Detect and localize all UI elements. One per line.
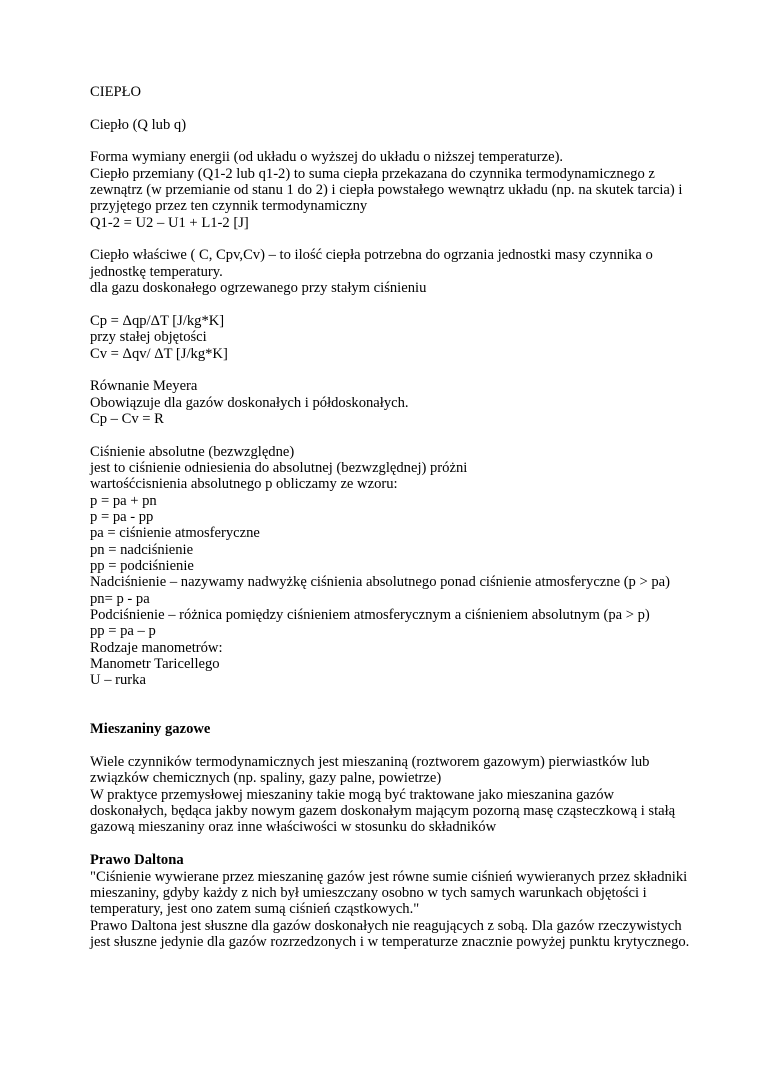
text-line: Prawo Daltona [90, 852, 184, 869]
blank-text-line [90, 705, 706, 721]
text-line: p = pa - pp [90, 508, 154, 525]
paragraph-heat-definition [90, 149, 706, 231]
paragraph-absolute-pressure [90, 444, 706, 689]
blank-text-line [90, 738, 706, 754]
text-line: Cp – Cv = R [90, 410, 164, 427]
text-line: Rodzaje manometrów: [90, 639, 223, 656]
text-line: Ciepło przemiany (Q1-2 lub q1-2) to suma ciepła przekazana do czynnika termodynamicznego z [90, 165, 655, 182]
blank-line [90, 836, 706, 852]
text-line: przyjętego przez ten czynnik termodynamiczny [90, 198, 368, 215]
text-line: pn= p - pa [90, 590, 150, 607]
text-line: jest to ciśnienie odniesienia do absolutnej (bezwzględnej) próżni [90, 459, 468, 476]
section-heading-dalton-law [90, 852, 706, 868]
text-line: U – rurka [90, 672, 146, 689]
text-line: dla gazu doskonałego ogrzewanego przy stałym ciśnieniu [90, 280, 427, 297]
blank-line [90, 231, 706, 247]
blank-line [90, 100, 706, 116]
blank-text-line [90, 427, 706, 443]
blank-text-line [90, 836, 706, 852]
blank-line [90, 427, 706, 443]
blank-text-line [90, 133, 706, 149]
paragraph-meyer-equation [90, 378, 706, 427]
text-line: doskonałych, będąca jakby nowym gazem doskonałym mającym pozorną masę cząsteczkową i stałą [90, 803, 676, 820]
text-line: przy stałej objętości [90, 329, 207, 346]
text-line: Q1-2 = U2 – U1 + L1-2 [J] [90, 214, 249, 231]
blank-line [90, 296, 706, 312]
text-line: pa = ciśnienie atmosferyczne [90, 525, 260, 542]
text-line: zewnątrz (w przemianie od stanu 1 do 2) i ciepła powstałego wewnątrz układu (np. na skutek tarcia) i [90, 182, 683, 199]
blank-line [90, 738, 706, 754]
text-line: Mieszaniny gazowe [90, 721, 211, 738]
text-line: Forma wymiany energii (od układu o wyższej do układu o niższej temperaturze). [90, 149, 564, 166]
text-line: mieszaniny, gdyby każdy z nich był umieszczany osobno w tych samych warunkach objętości i [90, 884, 647, 901]
paragraph-specific-heat [90, 247, 706, 296]
text-line: pp = pa – p [90, 623, 156, 640]
text-line: Równanie Meyera [90, 378, 198, 395]
text-line: związków chemicznych (np. spaliny, gazy palne, powietrze) [90, 770, 442, 787]
text-line: gazową mieszaniny oraz inne właściwości w stosunku do składników [90, 819, 497, 836]
blank-text-line [90, 296, 706, 312]
blank-text-line [90, 100, 706, 116]
text-line: pp = podciśnienie [90, 557, 194, 574]
paragraph-dalton-law [90, 869, 706, 951]
paragraph-cp-cv-formulas [90, 313, 706, 362]
blank-line [90, 362, 706, 378]
blank-line [90, 689, 706, 722]
text-line: Prawo Daltona jest słuszne dla gazów doskonałych nie reagujących z sobą. Dla gazów rzeczywistych [90, 917, 682, 934]
paragraph-gas-mixtures [90, 754, 706, 836]
text-line: Wiele czynników termodynamicznych jest mieszaniną (roztworem gazowym) pierwiastków lub [90, 754, 650, 771]
text-line: jednostkę temperatury. [90, 263, 223, 280]
text-line: wartośćcisnienia absolutnego p obliczamy ze wzoru: [90, 476, 398, 493]
text-line: CIEPŁO [90, 84, 142, 100]
blank-text-line [90, 362, 706, 378]
text-line: Obowiązuje dla gazów doskonałych i półdoskonałych. [90, 394, 409, 411]
text-line: jest słuszne jedynie dla gazów rozrzedzonych i w temperaturze znacznie powyżej punktu krytycznego. [90, 933, 690, 950]
document-title [90, 84, 706, 100]
text-line: p = pa + pn [90, 492, 157, 509]
text-line: Ciepło (Q lub q) [90, 116, 187, 133]
text-line: pn = nadciśnienie [90, 541, 194, 558]
text-line: Ciśnienie absolutne (bezwzględne) [90, 443, 295, 460]
blank-line [90, 133, 706, 149]
text-line: temperatury, jest ono zatem sumą ciśnień cząstkowych." [90, 901, 420, 918]
text-line: Podciśnienie – różnica pomiędzy ciśnieniem atmosferycznym a ciśnieniem absolutnym (pa > p) [90, 607, 650, 623]
text-line: Nadciśnienie – nazywamy nadwyżkę ciśnienia absolutnego ponad ciśnienie atmosferyczne (p > pa) [90, 574, 671, 591]
blank-text-line [90, 689, 706, 705]
text-line: Ciepło właściwe ( C, Cpv,Cv) – to ilość ciepła potrzebna do ogrzania jednostki masy czynnika o [90, 247, 653, 264]
blank-text-line [90, 231, 706, 247]
text-line: Cp = Δqp/ΔT [J/kg*K] [90, 312, 225, 329]
text-line: Cv = Δqv/ ΔT [J/kg*K] [90, 345, 228, 362]
paragraph-heat-symbol [90, 117, 706, 133]
text-line: W praktyce przemysłowej mieszaniny takie mogą być traktowane jako mieszanina gazów [90, 786, 615, 803]
document-content [90, 84, 706, 950]
text-line: "Ciśnienie wywierane przez mieszaninę gazów jest równe sumie ciśnień wywieranych przez składniki [90, 868, 688, 885]
section-heading-gas-mixtures [90, 721, 706, 737]
text-line: Manometr Taricellego [90, 656, 220, 673]
